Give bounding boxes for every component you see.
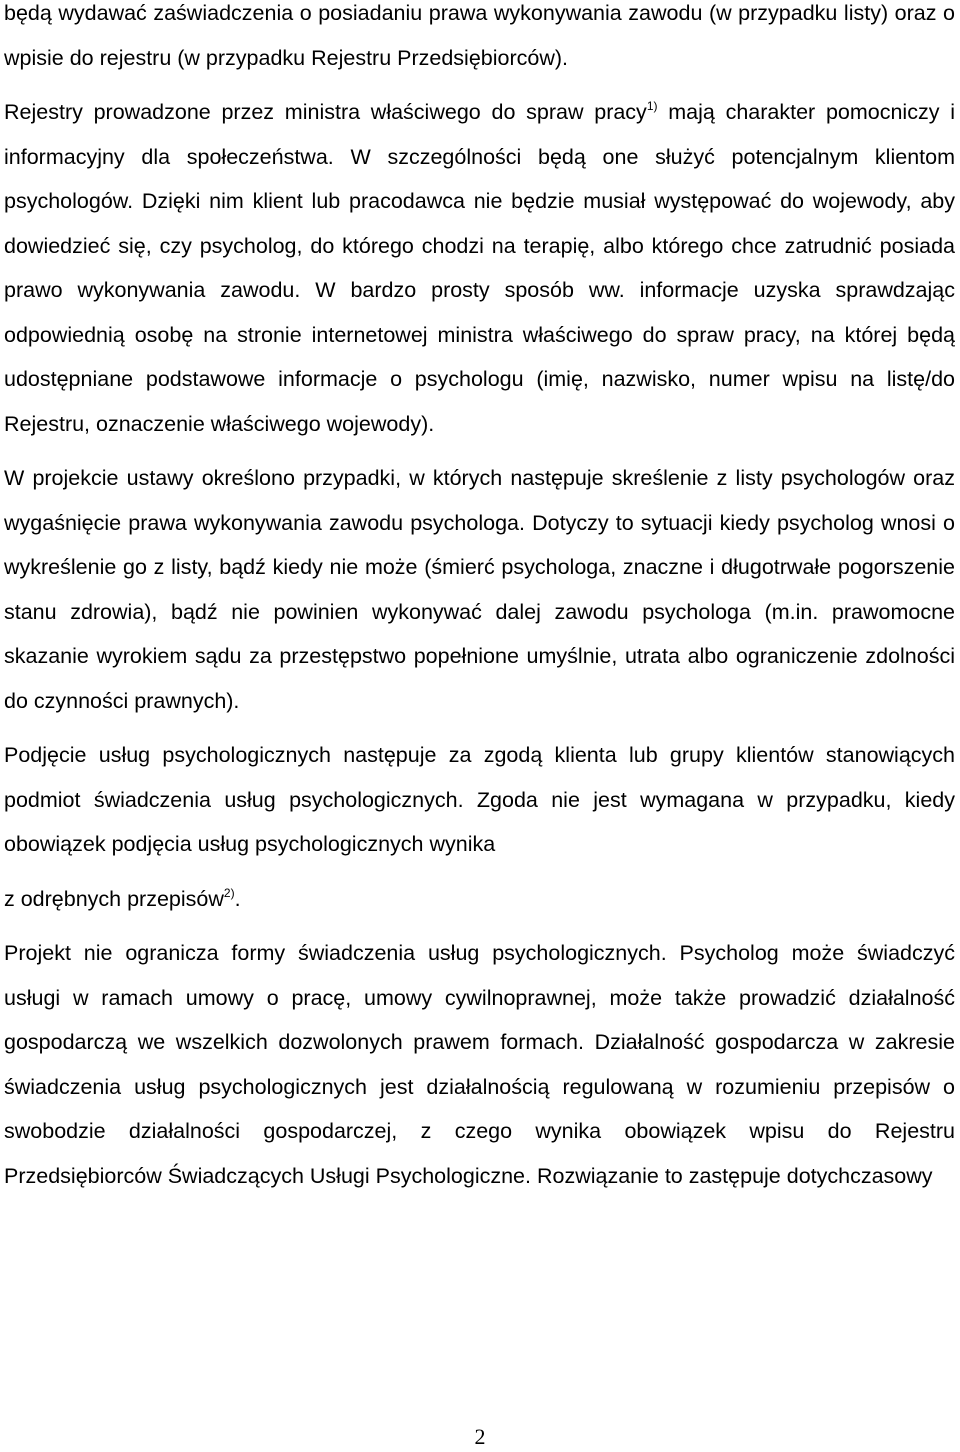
paragraph-client-consent-tail [4,877,955,922]
paragraph-removal-from-list: W projekcie ustawy określono przypadki, w których następuje skreślenie z listy psychologów oraz wygaśnięcie prawa wykonywania zawodu psychologa. Dotyczy to sytuacji kiedy psycholog wnosi o wykreślenie go z listy, bądź kiedy nie może (śmierć psychologa, znaczne i długotrwałe pogorszenie stanu zdrowia), bądź nie powinien wykonywać dalej zawodu psychologa (m.in. prawomocne skazanie wyrokiem sądu za przestępstwo popełnione umyślnie, utrata albo ograniczenie zdolności do czynności prawnych). [4,466,955,713]
page-number: 2 [474,1424,486,1449]
paragraph-client-consent: Podjęcie usług psychologicznych następuje za zgodą klienta lub grupy klientów stanowiących podmiot świadczenia usług psychologicznych. Zgoda nie jest wymagana w przypadku, kiedy obowiązek podjęcia usług psychologicznych wynika [4,743,955,856]
paragraph-certificates: będą wydawać zaświadczenia o posiadaniu prawa wykonywania zawodu (w przypadku listy) oraz o wpisie do rejestru (w przypadku Rejestru Przedsiębiorców). [4,1,955,70]
footnote-ref-2[interactable]: 2) [223,885,235,900]
footnote-ref-1[interactable]: 1) [646,99,658,113]
document-page [4,0,955,1198]
registers-text-start: Rejestry prowadzone przez ministra właściwego do spraw pracy [4,100,647,124]
consent-tail-period: . [234,886,241,911]
registers-text-rest: mają charakter pomocniczy i informacyjny dla społeczeństwa. W szczególności będą one służyć potencjalnym klientom psychologów. Dzięki nim klient lub pracodawca nie będzie musiał występować do wojewody, aby dowiedzieć się, czy psycholog, do którego chodzi na terapię, albo którego chce zatrudnić posiada prawo wykonywania zawodu. W bardzo prosty sposób ww. informacje uzyska sprawdzając odpowiednią osobę na stronie internetowej ministra właściwego do spraw pracy, na której będą udostępniane podstawowe informacje o psychologu (imię, nazwisko, numer wpisu na listę/do Rejestru, oznaczenie właściwego wojewody). [4,100,955,436]
paragraph-registers [4,90,955,446]
consent-tail-text: z odrębnych przepisów [4,886,224,911]
paragraph-service-forms: Projekt nie ogranicza formy świadczenia usług psychologicznych. Psycholog może świadczyć usługi w ramach umowy o pracę, umowy cywilnoprawnej, może także prowadzić działalność gospodarczą we wszelkich dozwolonych prawem formach. Działalność gospodarcza w zakresie świadczenia usług psychologicznych jest działalnością regulowaną w rozumieniu przepisów o swobodzie działalności gospodarczej, z czego wynika obowiązek wpisu do Rejestru Przedsiębiorców Świadczących Usługi Psychologiczne. Rozwiązanie to zastępuje dotychczasowy [4,941,955,1188]
